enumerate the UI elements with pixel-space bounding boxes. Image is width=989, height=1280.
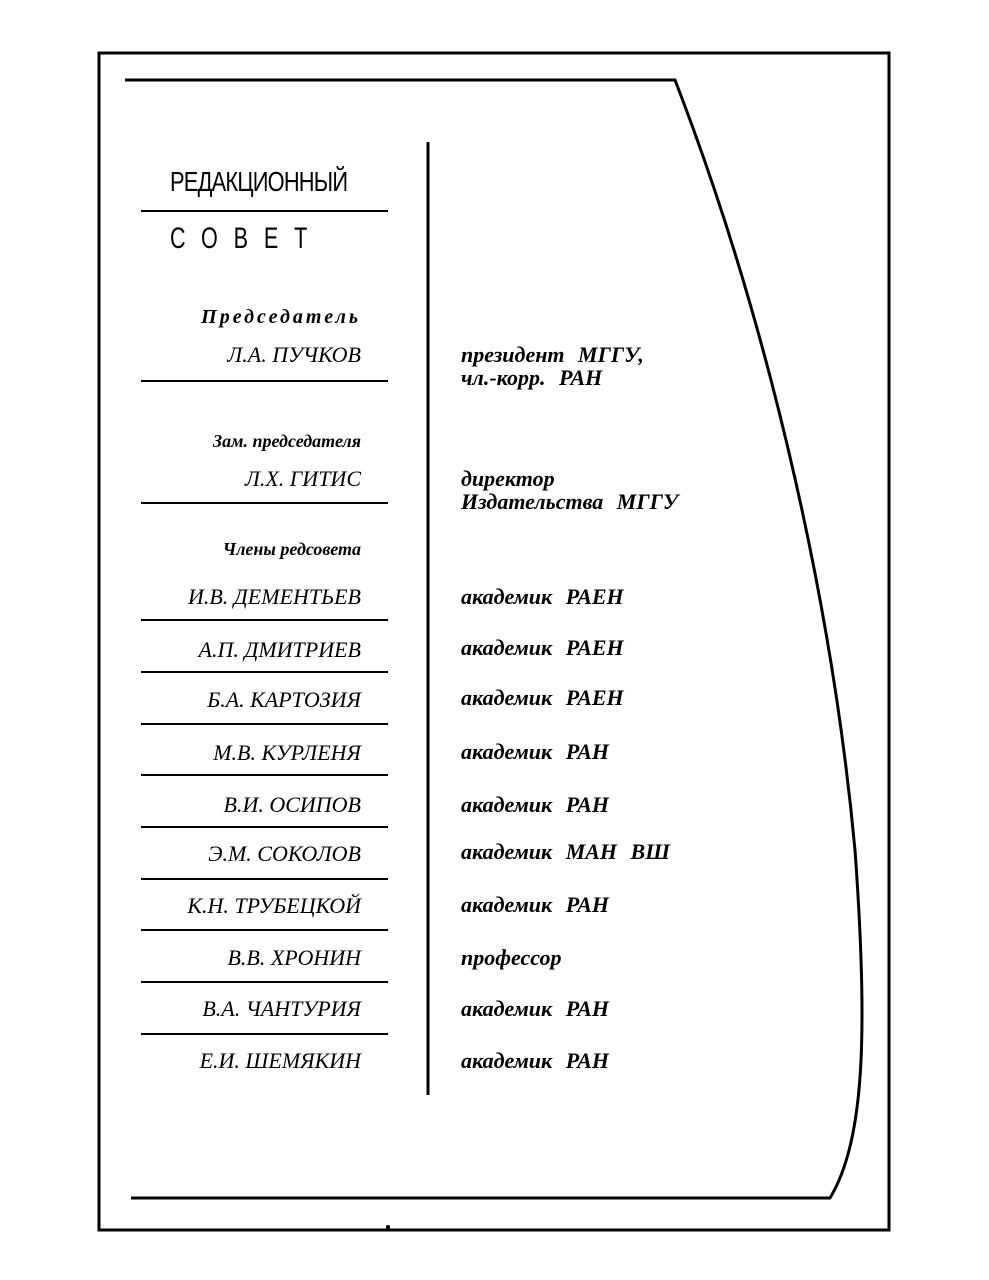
member-title: академик МАН ВШ bbox=[461, 839, 670, 864]
chairman-role-label: Председатель bbox=[201, 306, 361, 328]
board-title-line2: СОВЕТ bbox=[170, 222, 324, 255]
member-title: академик РАН bbox=[461, 996, 609, 1021]
member-title: академик РАЕН bbox=[461, 635, 624, 660]
deputy-title-line1: директор bbox=[461, 466, 555, 491]
member-title: академик РАН bbox=[461, 739, 609, 764]
member-title: академик РАН bbox=[461, 1048, 609, 1073]
member-name: В.В. ХРОНИН bbox=[227, 945, 361, 970]
chairman-title-line1: президент МГГУ, bbox=[461, 342, 644, 367]
member-title: академик РАН bbox=[461, 792, 609, 817]
member-title: академик РАН bbox=[461, 892, 609, 917]
member-title: академик РАЕН bbox=[461, 685, 624, 710]
member-name: М.В. КУРЛЕНЯ bbox=[213, 740, 361, 765]
deputy-role-label: Зам. председателя bbox=[212, 431, 361, 451]
member-name: К.Н. ТРУБЕЦКОЙ bbox=[187, 893, 361, 918]
member-title: академик РАЕН bbox=[461, 584, 624, 609]
chairman-name: Л.А. ПУЧКОВ bbox=[227, 342, 361, 367]
bottom-dot bbox=[386, 1225, 390, 1229]
member-name: А.П. ДМИТРИЕВ bbox=[198, 637, 361, 662]
deputy-name: Л.Х. ГИТИС bbox=[244, 466, 361, 491]
member-name: Б.А. КАРТОЗИЯ bbox=[207, 687, 361, 712]
member-name: В.И. ОСИПОВ bbox=[223, 792, 361, 817]
member-name: И.В. ДЕМЕНТЬЕВ bbox=[187, 584, 361, 609]
deputy-title-line2: Издательства МГГУ bbox=[461, 489, 679, 514]
member-name: Е.И. ШЕМЯКИН bbox=[199, 1048, 361, 1073]
member-name: Э.М. СОКОЛОВ bbox=[208, 841, 361, 866]
member-title: профессор bbox=[461, 945, 562, 970]
members-heading: Члены редсовета bbox=[222, 539, 361, 559]
board-title-line1: РЕДАКЦИОННЫЙ bbox=[170, 166, 348, 197]
chairman-title-line2: чл.-корр. РАН bbox=[461, 365, 603, 390]
member-name: В.А. ЧАНТУРИЯ bbox=[202, 996, 361, 1021]
